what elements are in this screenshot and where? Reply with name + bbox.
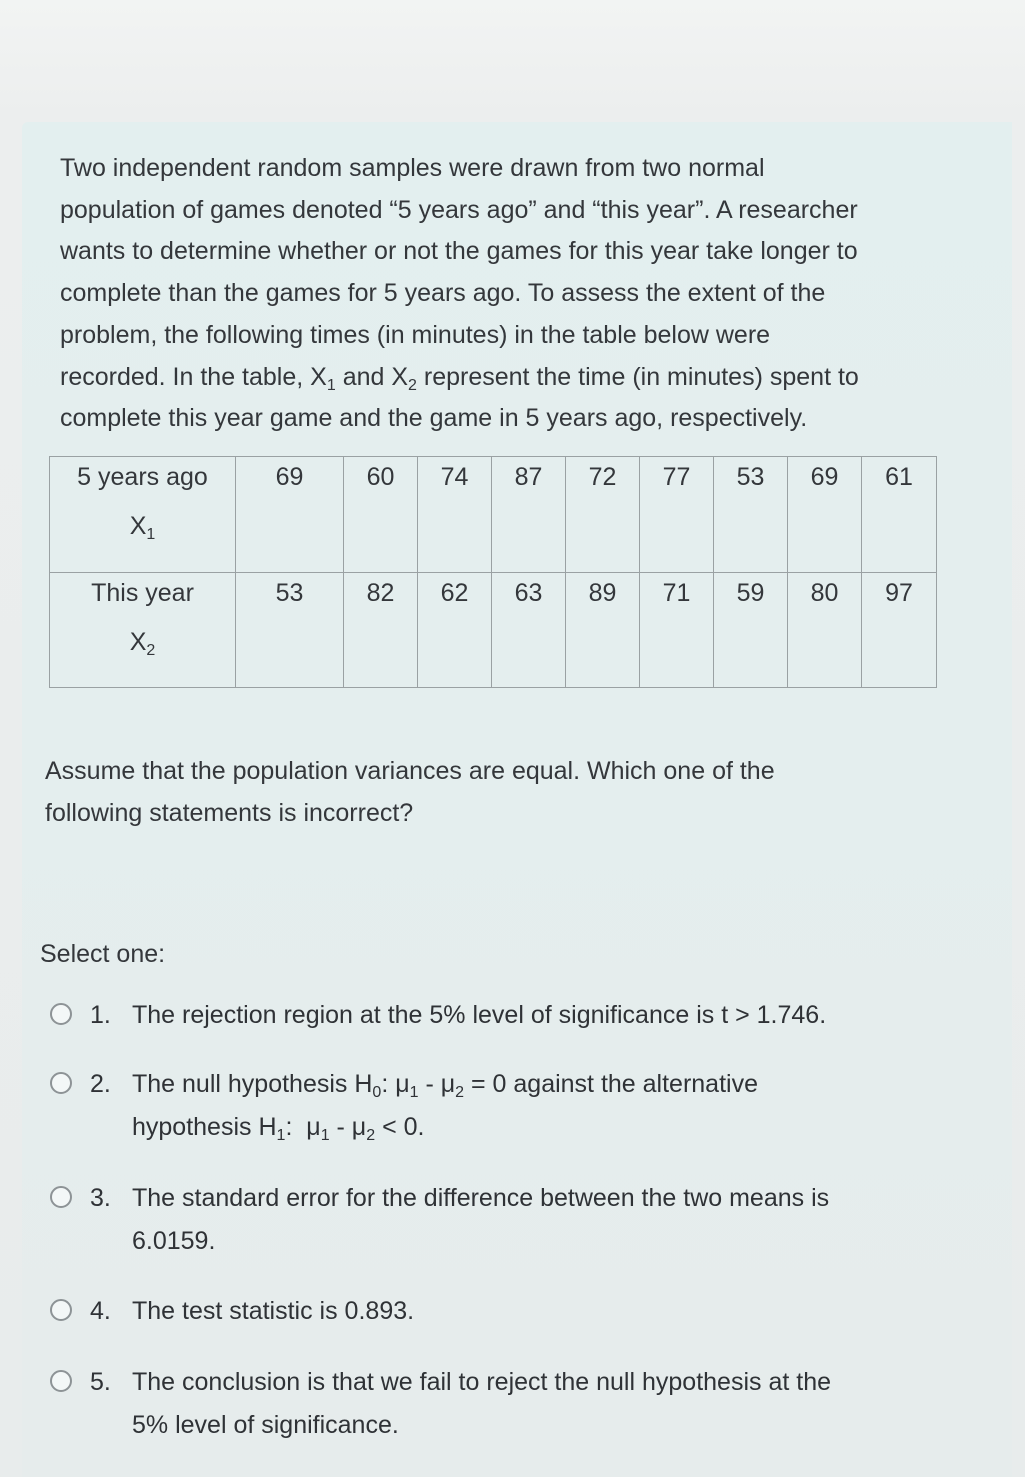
option-text-fragment: : μ	[381, 1070, 410, 1098]
option-number: 2.	[90, 1070, 111, 1098]
table-row	[50, 572, 937, 688]
table-cell: 61	[862, 457, 937, 573]
table-cell: 82	[344, 572, 418, 688]
option-number: 1.	[90, 1001, 111, 1029]
table-row	[50, 457, 937, 573]
table-cell: 71	[640, 572, 714, 688]
table-cell: 53	[236, 572, 344, 688]
row-label: This year	[91, 578, 194, 607]
assumption-line: Assume that the population variances are equal. Which one of the	[45, 757, 775, 785]
question-line: population of games denoted “5 years ago” and “this year”. A researcher	[60, 195, 858, 224]
question-line: wants to determine whether or not the games for this year take longer to	[60, 237, 858, 266]
assumption-line: following statements is incorrect?	[45, 799, 414, 827]
table-cell: 62	[418, 572, 492, 688]
question-text	[60, 148, 990, 440]
answer-option-1[interactable]	[50, 994, 990, 1037]
table-cell: 60	[344, 457, 418, 573]
question-line: Two independent random samples were drawn from two normal	[60, 154, 765, 182]
radio-button[interactable]	[50, 1186, 72, 1208]
radio-button[interactable]	[50, 1003, 72, 1025]
row-variable	[50, 512, 235, 541]
table-cell: 89	[566, 572, 640, 688]
subscript: 2	[455, 1084, 465, 1101]
row-variable	[50, 628, 235, 657]
option-text-fragment: - μ	[418, 1070, 456, 1098]
table-cell: 69	[236, 457, 344, 573]
question-text-fragment: recorded. In the table, X	[60, 362, 327, 391]
row-header-5-years-ago	[50, 457, 236, 573]
table-cell: 53	[714, 457, 788, 573]
option-text-fragment: The null hypothesis H	[132, 1070, 373, 1098]
table-cell: 97	[862, 572, 937, 688]
option-text	[132, 1361, 990, 1447]
table-cell: 80	[788, 572, 862, 688]
subscript: 1	[276, 1127, 286, 1144]
radio-button[interactable]	[50, 1299, 72, 1321]
question-text-fragment: and X	[335, 362, 409, 391]
option-number: 4.	[90, 1297, 111, 1325]
answer-option-5[interactable]	[50, 1361, 990, 1447]
option-number: 3.	[90, 1184, 111, 1212]
data-table	[49, 456, 937, 688]
table-cell: 72	[566, 457, 640, 573]
subscript: 2	[408, 376, 417, 394]
option-text-fragment: The standard error for the difference between the two means is	[132, 1184, 830, 1212]
option-text-fragment: = 0 against the alternative	[464, 1070, 758, 1098]
subscript: 1	[320, 1127, 330, 1144]
option-text: The rejection region at the 5% level of significance is t > 1.746.	[132, 1001, 827, 1029]
table-cell: 74	[418, 457, 492, 573]
variable-symbol: X	[129, 627, 147, 656]
subscript: 1	[146, 526, 156, 543]
option-text-fragment: The conclusion is that we fail to reject the null hypothesis at the	[132, 1368, 831, 1396]
table-cell: 63	[492, 572, 566, 688]
option-text-fragment: 6.0159.	[132, 1227, 216, 1255]
subscript: 0	[372, 1084, 382, 1101]
row-header-this-year	[50, 572, 236, 688]
assumption-text	[45, 750, 975, 834]
select-one-label: Select one:	[40, 940, 166, 968]
radio-button[interactable]	[50, 1370, 72, 1392]
subscript: 1	[409, 1084, 419, 1101]
option-number: 5.	[90, 1368, 111, 1396]
option-text: The test statistic is 0.893.	[132, 1297, 415, 1325]
option-text	[132, 1177, 990, 1263]
table-cell: 87	[492, 457, 566, 573]
row-label: 5 years ago	[77, 463, 208, 491]
radio-button[interactable]	[50, 1072, 72, 1094]
variable-symbol: X	[129, 512, 147, 540]
table-cell: 59	[714, 572, 788, 688]
table-cell: 77	[640, 457, 714, 573]
option-text-fragment: - μ	[329, 1113, 367, 1141]
question-line	[60, 357, 990, 399]
subscript: 1	[326, 376, 336, 394]
question-line: complete this year game and the game in 5 years ago, respectively.	[60, 404, 808, 433]
answer-option-4[interactable]	[50, 1290, 990, 1333]
option-text-fragment: hypothesis H	[132, 1113, 277, 1141]
question-text-fragment: represent the time (in minutes) spent to	[416, 362, 859, 391]
subscript: 2	[146, 641, 156, 659]
question-line: problem, the following times (in minutes) in the table below were	[60, 320, 771, 349]
option-text-fragment: < 0.	[375, 1113, 425, 1141]
question-line: complete than the games for 5 years ago. To assess the extent of the	[60, 279, 826, 308]
answer-option-2[interactable]	[50, 1063, 990, 1149]
option-text	[132, 1063, 990, 1149]
subscript: 2	[366, 1127, 376, 1144]
answer-option-3[interactable]	[50, 1177, 990, 1263]
option-text-fragment: : μ	[285, 1113, 321, 1141]
table-cell: 69	[788, 457, 862, 573]
option-text-fragment: 5% level of significance.	[132, 1411, 399, 1439]
